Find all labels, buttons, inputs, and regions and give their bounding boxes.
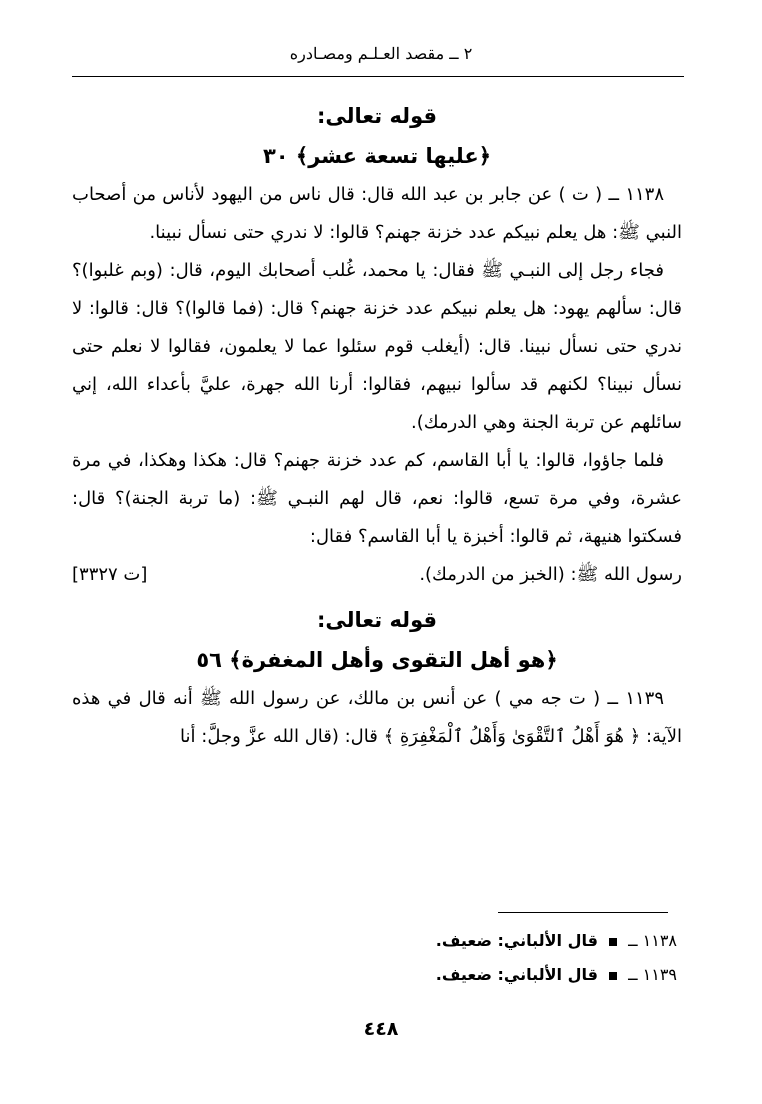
footnote-number: ١١٣٩ ــ [628, 965, 677, 984]
footnote-1139 [72, 958, 677, 992]
footnote-rule [498, 912, 668, 913]
square-bullet-icon [609, 938, 617, 946]
page-body [72, 96, 682, 756]
hadith-1138-paragraph-3: فلما جاؤوا، قالوا: يا أبا القاسم، كم عدد خزنة جهنم؟ قال: هكذا وهكذا، في مرة عشرة، وفي مرة تسع، قالوا: نعم، قال لهم النبـي ﷺ: (ما تربة الجنة)؟ قال: فسكتوا هنيهة، ثم قالوا: أخبزة يا أبا القاسم؟ فقال: [72, 450, 682, 547]
hadith-1138-reference: [ت ٣٣٢٧] [72, 564, 148, 585]
hadith-1138-closing-line [72, 556, 682, 594]
hadith-1138-paragraph-2: فجاء رجل إلى النبـي ﷺ فقال: يا محمد، غُلب أصحابك اليوم، قال: (وبم غلبوا)؟ قال: سألهم يهود: هل يعلم نبيكم عدد خزنة جهنم؟ قال: (فما قالوا)؟ قال: قالوا: لا ندري حتى نسأل نبينا. قال: (أيغلب قوم سئلوا عما لا يعلمون، فقالوا لا نعلم حتى نسأل نبينا؟ لكنهم قد سألوا نبيهم، فقالوا: أرنا الله جهرة، عليَّ بأعداء الله، إني سائلهم عن تربة الجنة وهي الدرمك). [72, 260, 682, 433]
hadith-1138-paragraph-1: ١١٣٨ ــ ( ت ) عن جابر بن عبد الله قال: قال ناس من اليهود لأناس من أصحاب النبي ﷺ: هل يعلم نبيكم عدد خزنة جهنم؟ قالوا: لا ندري حتى نسأل نبينا. [72, 184, 682, 243]
section-heading-1: قوله تعالى: [316, 104, 437, 128]
header-rule [72, 76, 684, 77]
footnote-number: ١١٣٨ ــ [628, 931, 677, 950]
quran-verse-1: ﴿عليها تسعة عشر﴾ ٣٠ [262, 144, 492, 168]
running-header: ٢ ــ مقصد العـلـم ومصـادره [289, 44, 473, 63]
hadith-1139-paragraph-1: ١١٣٩ ــ ( ت جه مي ) عن أنس بن مالك، عن رسول الله ﷺ أنه قال في هذه الآية: ﴿ هُوَ أَهْلُ ٱلتَّقْوَىٰ وَأَهْلُ ٱلْمَغْفِرَةِ ﴾ قال: (قال الله عزَّ وجلَّ: أنا [72, 688, 682, 747]
footnotes [72, 924, 677, 992]
footnote-text: قال الألباني: ضعيف. [435, 965, 598, 984]
section-heading-2: قوله تعالى: [316, 608, 437, 632]
page-number: ٤٤٨ [363, 1018, 399, 1040]
square-bullet-icon [609, 972, 617, 980]
hadith-1138-closing-text: رسول الله ﷺ: (الخبز من الدرمك). [419, 564, 682, 585]
quran-verse-2: ﴿هو أهل التقوى وأهل المغفرة﴾ ٥٦ [196, 648, 558, 672]
footnote-text: قال الألباني: ضعيف. [435, 931, 598, 950]
footnote-1138 [72, 924, 677, 958]
